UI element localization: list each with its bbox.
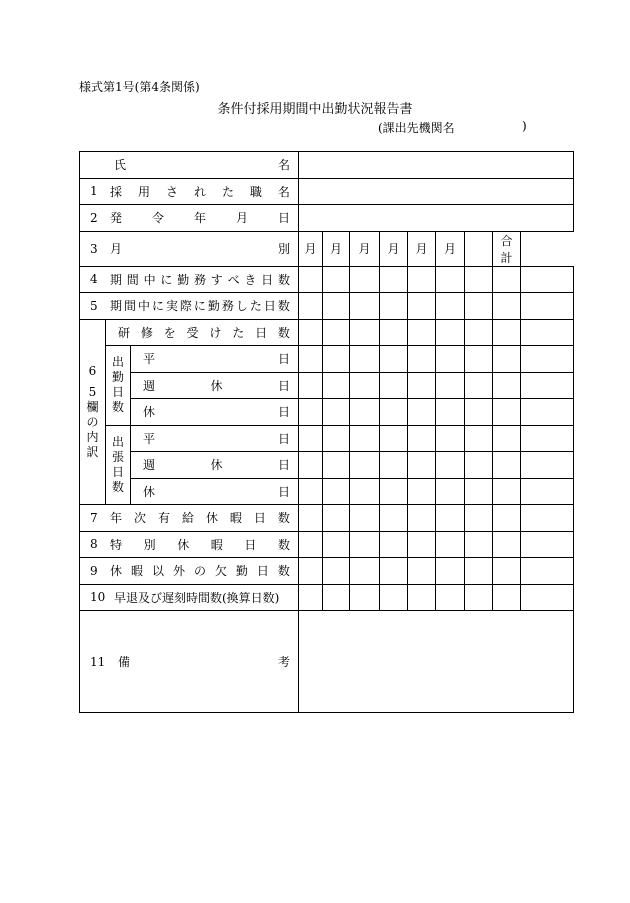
month-value-cell-2[interactable] <box>323 319 350 346</box>
label-char: た <box>249 299 262 314</box>
name-label-end: 名 <box>277 158 290 173</box>
label-char: べ <box>227 272 240 287</box>
month-value-cell-4[interactable] <box>380 266 408 293</box>
label-char: 中 <box>143 272 156 287</box>
row-number: 5 <box>90 298 98 313</box>
month-value-cell-6[interactable] <box>436 452 465 479</box>
row-attendance-weekly-holiday <box>80 372 574 399</box>
month-header-2: 月 <box>323 231 350 266</box>
month-value-cell-4[interactable] <box>380 425 408 452</box>
month-value-cell-6[interactable] <box>436 531 465 558</box>
month-value-cell-4[interactable] <box>380 372 408 399</box>
month-value-cell-5[interactable] <box>408 293 436 320</box>
row-early-late <box>80 584 574 611</box>
label-char: 休 <box>177 537 190 552</box>
month-header-3: 月 <box>350 231 380 266</box>
label-char: 日 <box>263 299 276 314</box>
month-value-cell-blank[interactable] <box>465 584 493 611</box>
label-char: 研 <box>118 325 131 340</box>
month-value-cell-3[interactable] <box>350 319 380 346</box>
month-value-cell-4[interactable] <box>380 505 408 532</box>
holiday-label-end: 日 <box>277 484 290 499</box>
monthly-label-start: 月 <box>110 242 123 256</box>
month-value-cell-blank[interactable] <box>493 266 521 293</box>
row-number: 2 <box>90 210 98 225</box>
month-value-cell-2[interactable] <box>323 452 350 479</box>
month-value-cell-1[interactable] <box>299 584 323 611</box>
row-appointment-date <box>80 205 574 232</box>
month-value-cell-5[interactable] <box>408 584 436 611</box>
total-value-cell[interactable] <box>521 319 574 346</box>
weekly-holiday-label-mid: 休 <box>210 458 223 473</box>
attendance-report-table <box>79 151 574 713</box>
label-char: の <box>193 564 206 579</box>
label-char: 日 <box>256 564 269 579</box>
weekday-label-end: 日 <box>277 352 290 367</box>
month-value-cell-2[interactable] <box>323 531 350 558</box>
label-char: 別 <box>143 537 156 552</box>
month-value-cell-1[interactable] <box>299 531 323 558</box>
appointment-date-label <box>110 209 290 226</box>
month-value-cell-2[interactable] <box>323 372 350 399</box>
total-value-cell[interactable] <box>521 505 574 532</box>
month-value-cell-6[interactable] <box>436 319 465 346</box>
row-trip-weekly-holiday <box>80 452 574 479</box>
month-value-cell-3[interactable] <box>350 452 380 479</box>
month-value-cell-5[interactable] <box>408 558 436 585</box>
weekday-label: 平 <box>143 352 156 367</box>
annual-leave-label <box>110 509 290 526</box>
month-value-cell-blank[interactable] <box>465 478 493 505</box>
label-char: 受 <box>186 325 199 340</box>
row-attendance-holiday <box>80 399 574 426</box>
label-char: 職 <box>249 184 262 199</box>
label-char: 休 <box>205 511 218 526</box>
label-char: 以 <box>151 564 164 579</box>
month-value-cell-1[interactable] <box>299 505 323 532</box>
month-value-cell-5[interactable] <box>408 505 436 532</box>
form-number: 様式第1号(第4条関係) <box>79 80 200 94</box>
training-days-label <box>118 324 290 341</box>
label-char: 日 <box>277 211 290 226</box>
month-value-cell-1[interactable] <box>299 266 323 293</box>
month-value-cell-1[interactable] <box>299 558 323 585</box>
month-value-cell-3[interactable] <box>350 558 380 585</box>
row-absence <box>80 558 574 585</box>
holiday-label: 休 <box>143 405 156 420</box>
breakdown-group-chars <box>80 385 105 460</box>
month-value-cell-4[interactable] <box>380 319 408 346</box>
month-value-cell-blank[interactable] <box>493 399 521 426</box>
label-char: 5 <box>88 384 97 399</box>
weekly-holiday-label: 週 <box>143 378 156 393</box>
label-char: 数 <box>277 564 290 579</box>
month-value-cell-3[interactable] <box>350 505 380 532</box>
total-value-cell[interactable] <box>521 558 574 585</box>
label-char: 間 <box>123 299 136 314</box>
month-value-cell-5[interactable] <box>408 266 436 293</box>
weekday-label-end: 日 <box>277 431 290 446</box>
month-value-cell-blank[interactable] <box>493 452 521 479</box>
weekday-label: 平 <box>143 431 156 446</box>
label-char: 月 <box>235 211 248 226</box>
label-char: 発 <box>110 211 123 226</box>
month-value-cell-blank[interactable] <box>465 372 493 399</box>
month-value-cell-blank[interactable] <box>493 372 521 399</box>
name-label-start: 氏 <box>114 158 127 173</box>
month-value-cell-4[interactable] <box>380 558 408 585</box>
month-value-cell-5[interactable] <box>408 531 436 558</box>
month-value-cell-6[interactable] <box>436 266 465 293</box>
row-position <box>80 178 574 205</box>
label-char: 張 <box>111 449 124 464</box>
row-annual-leave <box>80 505 574 532</box>
label-char: 給 <box>181 511 194 526</box>
month-value-cell-5[interactable] <box>408 372 436 399</box>
month-value-cell-6[interactable] <box>436 584 465 611</box>
month-value-cell-5[interactable] <box>408 478 436 505</box>
destination-label <box>378 119 527 136</box>
label-char: 数 <box>277 511 290 526</box>
row-remarks <box>80 611 574 713</box>
label-char: 数 <box>111 479 124 494</box>
row-attendance-weekday <box>80 346 574 373</box>
total-value-cell[interactable] <box>521 531 574 558</box>
document-title: 条件付採用期間中出勤状況報告書 <box>217 102 413 117</box>
month-value-cell-blank[interactable] <box>465 531 493 558</box>
month-value-cell-3[interactable] <box>350 399 380 426</box>
month-value-cell-2[interactable] <box>323 584 350 611</box>
label-char: 日 <box>255 325 268 340</box>
position-value-cell[interactable] <box>299 178 574 205</box>
total-value-cell[interactable] <box>521 372 574 399</box>
month-value-cell-6[interactable] <box>436 558 465 585</box>
label-char: 有 <box>157 511 170 526</box>
month-value-cell-6[interactable] <box>436 399 465 426</box>
row-number: 6 <box>88 363 97 378</box>
month-value-cell-blank[interactable] <box>465 558 493 585</box>
label-char: 務 <box>221 299 234 314</box>
label-char: 出 <box>111 434 124 449</box>
scheduled-days-label <box>110 271 290 288</box>
label-char: 訳 <box>86 444 99 459</box>
total-value-cell[interactable] <box>521 399 574 426</box>
weekly-holiday-label: 週 <box>143 458 156 473</box>
monthly-label-end: 別 <box>277 242 290 256</box>
label-char: 出 <box>111 355 124 370</box>
month-value-cell-3[interactable] <box>350 531 380 558</box>
month-value-cell-blank[interactable] <box>465 266 493 293</box>
total-value-cell[interactable] <box>521 425 574 452</box>
label-char: た <box>232 325 245 340</box>
month-value-cell-1[interactable] <box>299 399 323 426</box>
name-label-cell <box>80 152 299 179</box>
month-value-cell-5[interactable] <box>408 425 436 452</box>
month-value-cell-2[interactable] <box>323 425 350 452</box>
month-value-cell-1[interactable] <box>299 452 323 479</box>
month-value-cell-1[interactable] <box>299 346 323 373</box>
month-value-cell-4[interactable] <box>380 584 408 611</box>
row-monthly-header <box>80 231 574 266</box>
month-header-6: 月 <box>436 231 465 266</box>
label-char: 勤 <box>177 272 190 287</box>
label-char: を <box>163 325 176 340</box>
destination-close: ) <box>522 119 527 133</box>
label-char: 期 <box>110 272 123 287</box>
total-value-cell[interactable] <box>521 266 574 293</box>
row-number: 1 <box>90 184 98 199</box>
row-trip-holiday <box>80 478 574 505</box>
actual-days-label <box>110 297 290 314</box>
label-char: 数 <box>277 272 290 287</box>
holiday-label-end: 日 <box>277 405 290 420</box>
month-value-cell-6[interactable] <box>436 293 465 320</box>
month-value-cell-3[interactable] <box>350 346 380 373</box>
month-value-cell-5[interactable] <box>408 399 436 426</box>
label-char: 期 <box>110 299 123 314</box>
month-value-cell-3[interactable] <box>350 372 380 399</box>
month-value-cell-blank[interactable] <box>465 346 493 373</box>
month-value-cell-blank[interactable] <box>465 319 493 346</box>
label-char: に <box>151 299 164 314</box>
label-char: に <box>193 299 206 314</box>
total-value-cell[interactable] <box>521 452 574 479</box>
month-value-cell-2[interactable] <box>323 478 350 505</box>
label-char: 実 <box>165 299 178 314</box>
month-value-cell-5[interactable] <box>408 452 436 479</box>
label-char: 勤 <box>235 564 248 579</box>
label-char: 日 <box>261 272 274 287</box>
month-value-cell-6[interactable] <box>436 478 465 505</box>
total-value-cell[interactable] <box>521 346 574 373</box>
label-char: け <box>209 325 222 340</box>
destination-open: (課出先機関名 <box>378 121 455 135</box>
month-value-cell-2[interactable] <box>323 266 350 293</box>
label-char: 名 <box>277 184 290 199</box>
row-number: 8 <box>90 537 98 552</box>
month-value-cell-5[interactable] <box>408 319 436 346</box>
month-value-cell-blank[interactable] <box>465 452 493 479</box>
weekly-holiday-label-mid: 休 <box>210 378 223 393</box>
row-name <box>80 152 574 179</box>
label-char: 勤 <box>111 370 124 385</box>
month-header-4: 月 <box>380 231 408 266</box>
month-value-cell-blank[interactable] <box>465 425 493 452</box>
label-char: 勤 <box>207 299 220 314</box>
label-char: し <box>235 299 248 314</box>
month-value-cell-blank[interactable] <box>493 478 521 505</box>
row-special-leave <box>80 531 574 558</box>
remarks-label-start: 備 <box>118 655 131 669</box>
label-char: き <box>244 272 257 287</box>
row-number: 11 <box>90 654 106 669</box>
label-char: 日 <box>244 537 257 552</box>
month-value-cell-3[interactable] <box>350 425 380 452</box>
month-value-cell-2[interactable] <box>323 558 350 585</box>
label-char: す <box>210 272 223 287</box>
label-char: 外 <box>172 564 185 579</box>
month-value-cell-blank[interactable] <box>493 319 521 346</box>
appointment-date-value-cell[interactable] <box>299 205 574 232</box>
row-number: 3 <box>90 241 98 256</box>
month-value-cell-blank[interactable] <box>493 505 521 532</box>
label-char: 年 <box>193 211 206 226</box>
name-value-cell[interactable] <box>299 152 574 179</box>
label-char: 数 <box>277 537 290 552</box>
month-value-cell-6[interactable] <box>436 505 465 532</box>
label-char: た <box>221 184 234 199</box>
label-char: 数 <box>277 299 290 314</box>
remarks-label-end: 考 <box>277 655 290 669</box>
month-header-1: 月 <box>299 231 323 266</box>
row-actual-days <box>80 293 574 320</box>
row-trip-weekday <box>80 425 574 452</box>
attendance-days-label <box>106 346 131 426</box>
label-char: 数 <box>277 325 290 340</box>
early-late-label: 早退及び遅刻時間数(換算日数) <box>114 590 280 605</box>
row-number: 10 <box>90 590 106 605</box>
remarks-value-cell[interactable] <box>299 611 574 713</box>
label-char: 日 <box>111 385 124 400</box>
month-value-cell-blank[interactable] <box>493 346 521 373</box>
label-char: 数 <box>111 400 124 415</box>
month-value-cell-2[interactable] <box>323 399 350 426</box>
month-value-cell-6[interactable] <box>436 425 465 452</box>
month-value-cell-3[interactable] <box>350 478 380 505</box>
month-value-cell-4[interactable] <box>380 452 408 479</box>
month-value-cell-1[interactable] <box>299 293 323 320</box>
weekly-holiday-label-end: 日 <box>277 378 290 393</box>
month-value-cell-blank[interactable] <box>493 531 521 558</box>
label-char: 年 <box>110 511 123 526</box>
month-header-5: 月 <box>408 231 436 266</box>
row-scheduled-days <box>80 266 574 293</box>
label-char: 休 <box>110 564 123 579</box>
label-char: 中 <box>137 299 150 314</box>
label-char: 特 <box>110 537 123 552</box>
row-training-days <box>80 319 574 346</box>
month-value-cell-blank[interactable] <box>493 425 521 452</box>
row-number: 7 <box>90 510 98 525</box>
label-char: 暇 <box>229 511 242 526</box>
month-value-cell-1[interactable] <box>299 478 323 505</box>
month-value-cell-2[interactable] <box>323 346 350 373</box>
month-value-cell-4[interactable] <box>380 399 408 426</box>
breakdown-group-label <box>80 319 106 505</box>
month-value-cell-2[interactable] <box>323 505 350 532</box>
month-value-cell-4[interactable] <box>380 293 408 320</box>
total-value-cell[interactable] <box>521 478 574 505</box>
month-value-cell-5[interactable] <box>408 346 436 373</box>
month-value-cell-2[interactable] <box>323 293 350 320</box>
month-value-cell-1[interactable] <box>299 319 323 346</box>
label-char: 修 <box>140 325 153 340</box>
row-number: 4 <box>90 272 98 287</box>
label-char: 欄 <box>86 399 99 414</box>
month-value-cell-blank[interactable] <box>465 399 493 426</box>
label-char: 欠 <box>214 564 227 579</box>
month-value-cell-blank[interactable] <box>465 505 493 532</box>
month-header-blank <box>465 231 493 266</box>
month-value-cell-3[interactable] <box>350 266 380 293</box>
label-char: 暇 <box>130 564 143 579</box>
label-char: 暇 <box>210 537 223 552</box>
weekly-holiday-label-end: 日 <box>277 458 290 473</box>
month-value-cell-4[interactable] <box>380 531 408 558</box>
label-char: 採 <box>110 184 123 199</box>
total-header: 合 計 <box>493 231 521 266</box>
label-char: の <box>86 414 99 429</box>
month-value-cell-blank[interactable] <box>493 584 521 611</box>
label-char: さ <box>165 184 178 199</box>
position-label <box>110 183 290 200</box>
month-value-cell-3[interactable] <box>350 584 380 611</box>
absence-label <box>110 562 290 579</box>
trip-days-label <box>106 425 131 505</box>
label-char: 務 <box>193 272 206 287</box>
total-value-cell[interactable] <box>521 293 574 320</box>
month-value-cell-1[interactable] <box>299 372 323 399</box>
label-char: 用 <box>137 184 150 199</box>
label-char: 内 <box>86 429 99 444</box>
special-leave-label <box>110 536 290 553</box>
month-value-cell-3[interactable] <box>350 293 380 320</box>
month-value-cell-4[interactable] <box>380 478 408 505</box>
label-char: れ <box>193 184 206 199</box>
month-value-cell-1[interactable] <box>299 425 323 452</box>
label-char: 令 <box>151 211 164 226</box>
label-char: 際 <box>179 299 192 314</box>
month-value-cell-6[interactable] <box>436 346 465 373</box>
month-value-cell-blank[interactable] <box>465 293 493 320</box>
month-value-cell-blank[interactable] <box>493 293 521 320</box>
holiday-label: 休 <box>143 484 156 499</box>
month-value-cell-blank[interactable] <box>493 558 521 585</box>
label-char: 次 <box>133 511 146 526</box>
row-number: 9 <box>90 563 98 578</box>
label-char: 日 <box>111 464 124 479</box>
label-char: 日 <box>253 511 266 526</box>
month-value-cell-4[interactable] <box>380 346 408 373</box>
month-value-cell-6[interactable] <box>436 372 465 399</box>
total-value-cell[interactable] <box>521 584 574 611</box>
label-char: 間 <box>126 272 139 287</box>
label-char: に <box>160 272 173 287</box>
